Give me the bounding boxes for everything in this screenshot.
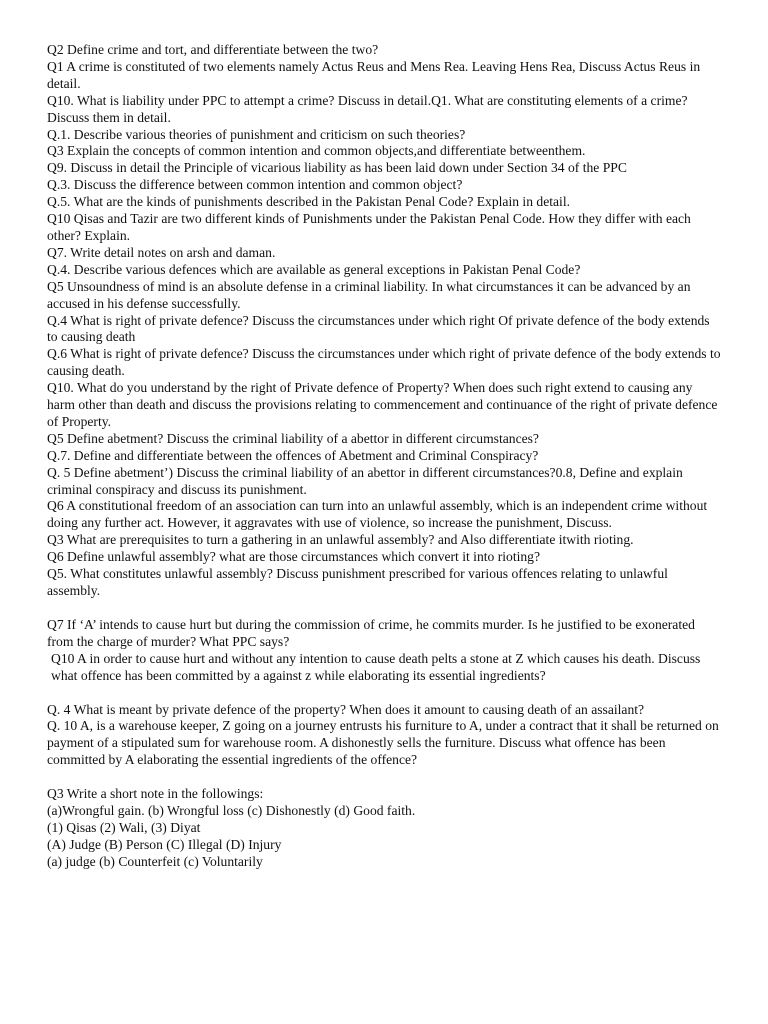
question-item: Q.4 What is right of private defence? Discuss the circumstances under which right Of private defence of the body extends to causing death: [47, 312, 710, 345]
short-notes-block: [47, 786, 723, 871]
question-item: Q10. What is liability under PPC to attempt a crime? Discuss in detail.Q1. What are constituting elements of a crime? Discuss them in detail.: [47, 92, 688, 125]
question-item: Q.1. Describe various theories of punishment and criticism on such theories?: [47, 126, 466, 142]
question-item: Q5 Unsoundness of mind is an absolute defense in a criminal liability. In what circumstances it can be advanced by an accused in his defense successfully.: [47, 278, 691, 311]
question-item: Q5 Define abetment? Discuss the criminal liability of a abettor in different circumstances?: [47, 430, 539, 446]
question-item: Q.3. Discuss the difference between common intention and common object?: [47, 177, 463, 193]
question-item: Q. 10 A, is a warehouse keeper, Z going on a journey entrusts his furniture to A, under a contract that it shall be returned on payment of a stipulated sum for warehouse room. A dishonestly sells the furniture. Discuss what offence has been committed by A elaborating the essential ingredients of the offence?: [47, 718, 719, 768]
question-item: Q9. Discuss in detail the Principle of vicarious liability as has been laid down under Section 34 of the PPC: [47, 160, 627, 176]
question-item: Q1 A crime is constituted of two elements namely Actus Reus and Mens Rea. Leaving Hens Rea, Discuss Actus Reus in detail.: [47, 58, 701, 91]
question-item: Q3 What are prerequisites to turn a gathering in an unlawful assembly? and Also differentiate itwith rioting.: [47, 532, 634, 548]
question-item: Q.5. What are the kinds of punishments described in the Pakistan Penal Code? Explain in detail.: [47, 194, 570, 210]
short-notes-heading: Q3 Write a short note in the followings:: [47, 786, 264, 802]
question-item: Q. 4 What is meant by private defence of the property? When does it amount to causing death of an assailant?: [47, 701, 645, 717]
question-item: Q10 Qisas and Tazir are two different kinds of Punishments under the Pakistan Penal Code. How they differ with each other? Explain.: [47, 211, 691, 243]
question-item: Q.7. Define and differentiate between the offences of Abetment and Criminal Conspiracy?: [47, 447, 539, 463]
question-item: Q10 A in order to cause hurt and without any intention to cause death pelts a stone at Z which causes his death. Discuss what offence has been committed by a against z while elaborating its essential ingredients?: [51, 650, 701, 683]
question-item: Q6 Define unlawful assembly? what are those circumstances which convert it into rioting?: [47, 549, 540, 565]
question-list: [47, 42, 723, 600]
paragraph-spacer: [47, 769, 723, 786]
short-notes-item: (a)Wrongful gain. (b) Wrongful loss (c) Dishonestly (d) Good faith.: [47, 803, 416, 819]
question-item: Q3 Explain the concepts of common intention and common objects,and differentiate betweenthem.: [47, 143, 586, 159]
question-item: Q7 If ‘A’ intends to cause hurt but during the commission of crime, he commits murder. Is he justified to be exonerated from the charge of murder? What PPC says?: [47, 616, 695, 649]
short-notes-item: (1) Qisas (2) Wali, (3) Diyat: [47, 819, 201, 835]
question-item: Q6 A constitutional freedom of an association can turn into an unlawful assembly, which is an independent crime without doing any further act. However, it aggravates with use of violence, so increase the punishment, Discuss.: [47, 498, 708, 531]
question-block-hurt: [47, 617, 723, 685]
question-item: Q5. What constitutes unlawful assembly? Discuss punishment prescribed for various offences relating to unlawful assembly.: [47, 566, 668, 598]
question-item: Q.6 What is right of private defence? Discuss the circumstances under which right of private defence of the body extends to causing death.: [47, 346, 721, 379]
document-page: [47, 42, 723, 871]
question-block-property: [47, 702, 723, 770]
question-item: Q2 Define crime and tort, and differentiate between the two?: [47, 42, 379, 57]
question-item: Q.4. Describe various defences which are available as general exceptions in Pakistan Penal Code?: [47, 261, 581, 277]
paragraph-spacer: [47, 685, 723, 702]
paragraph-spacer: [47, 600, 723, 617]
question-item: Q10. What do you understand by the right of Private defence of Property? When does such right extend to causing any harm other than death and discuss the provisions relating to commencement and continuance of the right of private defence of Property.: [47, 380, 718, 429]
question-item: Q. 5 Define abetment’) Discuss the criminal liability of an abettor in different circumstances?0.8, Define and explain criminal conspiracy and discuss its punishment.: [47, 464, 683, 497]
question-item: Q7. Write detail notes on arsh and daman.: [47, 244, 276, 260]
short-notes-item: (A) Judge (B) Person (C) Illegal (D) Injury: [47, 836, 282, 852]
short-notes-item: (a) judge (b) Counterfeit (c) Voluntarily: [47, 853, 263, 869]
